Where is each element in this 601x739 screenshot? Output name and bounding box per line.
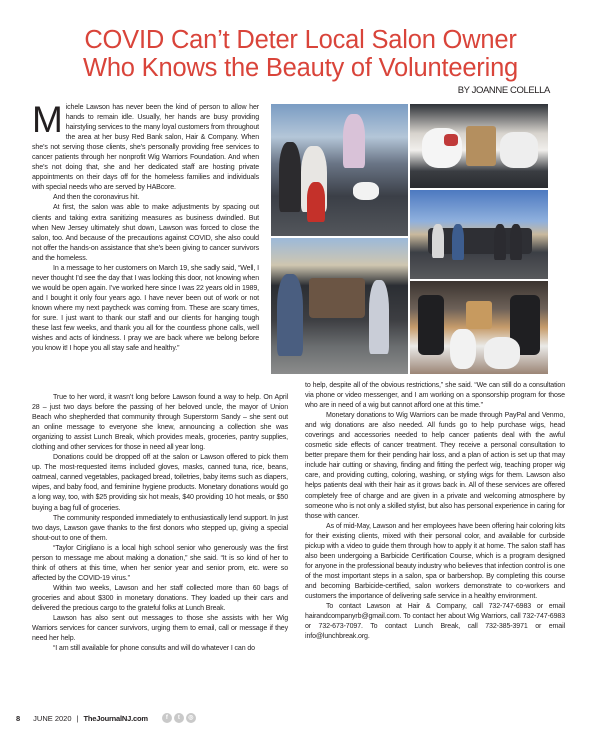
paragraph: Michele Lawson has never been the kind of person to allow her hands to remain idle. Usually, her hands are busy providing hairstyling services to the many loyal customers from throughout the area at her busy Red Bank salon, Hair & Company. When she’s not serving those clients, she’s personally providing free services to cancer patients through her nonprofit Wig Warriors Foundation. And when she’s not doing that, she and her dedicated staff are hosting private appointments on their days off for the homeless families and individuals with special needs who are served by HABcore.	[32, 99, 259, 192]
headline-line-1: COVID Can’t Deter Local Salon Owner	[84, 26, 517, 54]
paragraph: True to her word, it wasn’t long before Lawson found a way to help. On April 28 – just two days before the passing of her beloved uncle, the mayor of Union Beach who shepherded that community through Superstorm Sandy – she sent out an online message to everyone she knew, announcing a collection she was organizing to assist Lunch Break, which provides meals, groceries, pantry supplies, clothing and other services for those in need all year long.	[32, 394, 288, 452]
paragraph: to help, despite all of the obvious restrictions,” she said. “We can still do a consultation via phone or video messenger, and I am working on a sponsorship program for those who are in need of a wig but cannot afford one at this time.”	[305, 382, 565, 410]
paragraph: The community responded immediately to enthusiastically lend support. In just two days, Lawson gave thanks to the first donors who stepped up, giving a special shout-out to one of them.	[32, 514, 288, 542]
photo-volunteers-tailgate	[410, 190, 548, 279]
instagram-icon[interactable]: ◎	[186, 713, 196, 723]
paragraph: “I am still available for phone consults and will do whatever I can do	[53, 645, 255, 653]
page-footer	[16, 713, 196, 723]
paragraph: Lawson has also sent out messages to those she assists with her Wig Warriors services for cancer survivors, urging them to email, call or message if they need her help.	[32, 615, 288, 643]
article-column-left-top	[32, 99, 259, 354]
photo-suv-trunk-donations	[271, 238, 408, 374]
photo-salon-bagged-donations	[410, 281, 548, 374]
facebook-icon[interactable]: f	[162, 713, 172, 723]
drop-cap: M	[32, 99, 63, 140]
byline: BY JOANNE COLELLA	[457, 85, 550, 96]
photo-volunteers-pickup-truck	[271, 104, 408, 236]
paragraph: And then the coronavirus hit.	[53, 194, 140, 202]
page-number: 8	[16, 713, 21, 723]
paragraph: In a message to her customers on March 19, she sadly said, “Well, I never thought I’d see the day that I was locking this door, not knowing when we would be open again. I’ve worked here since I was 22 years old in 1989, and I bought it only four years ago. I have never been out of work or not known where my next paycheck was coming from. These are scary times, for sure. I just want to thank our staff and our clients for hanging tough these last few weeks, and thank you all for the countless phone calls, well wishes and acts of kindness. I pray we are back where we belong before you know it! I hope you all stay safe and healthy.”	[32, 264, 259, 353]
social-icons	[162, 713, 196, 723]
paragraph: As of mid-May, Lawson and her employees have been offering hair coloring kits for their existing clients, mixed with their personal color, and available for curbside pickup with a video to guide them through how to apply it at home. The salon staff has also been undergoing a Barbicide Certification Course, which is a program designed for anyone in the professional beauty industry who believes that infection control is one of the most important steps in a salon, spa or barbershop. By completing this course and becoming Barbicide-certified, salon workers demonstrate to co-workers and customers the importance of delivering safe service in a healthy environment.	[305, 522, 566, 600]
article-column-right	[305, 381, 565, 642]
paragraph: To contact Lawson at Hair & Company, call 732-747-6983 or email hairandcompanyrb@gmail.com. To contact her about Wig Warriors, call 732-747-6983 or 732-673-7097. To contact Lunch Break, call 732-385-3971 or email info@lunchbreak.org.	[305, 603, 565, 641]
article-column-left-bottom	[32, 393, 288, 654]
paragraph: Within two weeks, Lawson and her staff collected more than 60 bags of groceries and about $300 in monetary donations. They loaded up their cars and delivered the precious cargo to the grateful folks at Lunch Break.	[32, 584, 288, 612]
site-link[interactable]: TheJournalNJ.com	[83, 713, 148, 723]
photo-collage	[271, 104, 548, 374]
issue-date: JUNE 2020	[33, 713, 72, 723]
headline	[0, 26, 601, 82]
twitter-icon[interactable]: t	[174, 713, 184, 723]
footer-separator: |	[76, 713, 79, 723]
paragraph: Monetary donations to Wig Warriors can be made through PayPal and Venmo, and wig donations are also needed. All funds go to help purchase wigs, head coverings and accessories needed to help cancer patients deal with the awful cosmetic side effects of cancer treatment. They receive a personal consultation to better prepare them for their pending hair loss, and a plan of action is set up that may include hair cutting or shaving, finding and fitting the perfect wig, teaching proper wig care, and providing cutting, coloring, washing, or styling wigs for them. Lawson also helps patients deal with their hair as it grows back in. All of these services are offered completely free of charge and are given in a private and welcoming atmosphere by someone who is not only a skilled stylist, but also has personal experience in caring for those with cancer.	[305, 412, 565, 520]
headline-line-2: Who Knows the Beauty of Volunteering	[82, 54, 519, 82]
paragraph: At first, the salon was able to make adjustments by spacing out clients and taking extra sanitizing measures as business dwindled. But when New Jersey ultimately shut down, Lawson was forced to close the salon, too. And because of the precautions against COVID, she also could not offer the hands-on assistance that she’s been giving to cancer survivors and the homeless.	[32, 204, 259, 262]
paragraph: Donations could be dropped off at the salon or Lawson offered to pick them up. The most-requested items included gloves, masks, canned tuna, rice, beans, oatmeal, canned vegetables, packaged bread, toiletries, baby items such as diapers, wipes, and baby food, and feminine hygiene products. Monetary donations would go a long way, too, with $25 providing six hot meals, $40 providing 10 hot meals, or $50 buying a bag full of groceries.	[32, 454, 288, 512]
paragraph: “Taylor Cirigliano is a local high school senior who generously was the first person to message me about making a donation,” she said. “It is so kind of her to think of others at this time, when her senior year and senior prom, etc. were so affected by the COVID-19 virus.”	[32, 544, 288, 582]
photo-truck-bed-groceries	[410, 104, 548, 188]
